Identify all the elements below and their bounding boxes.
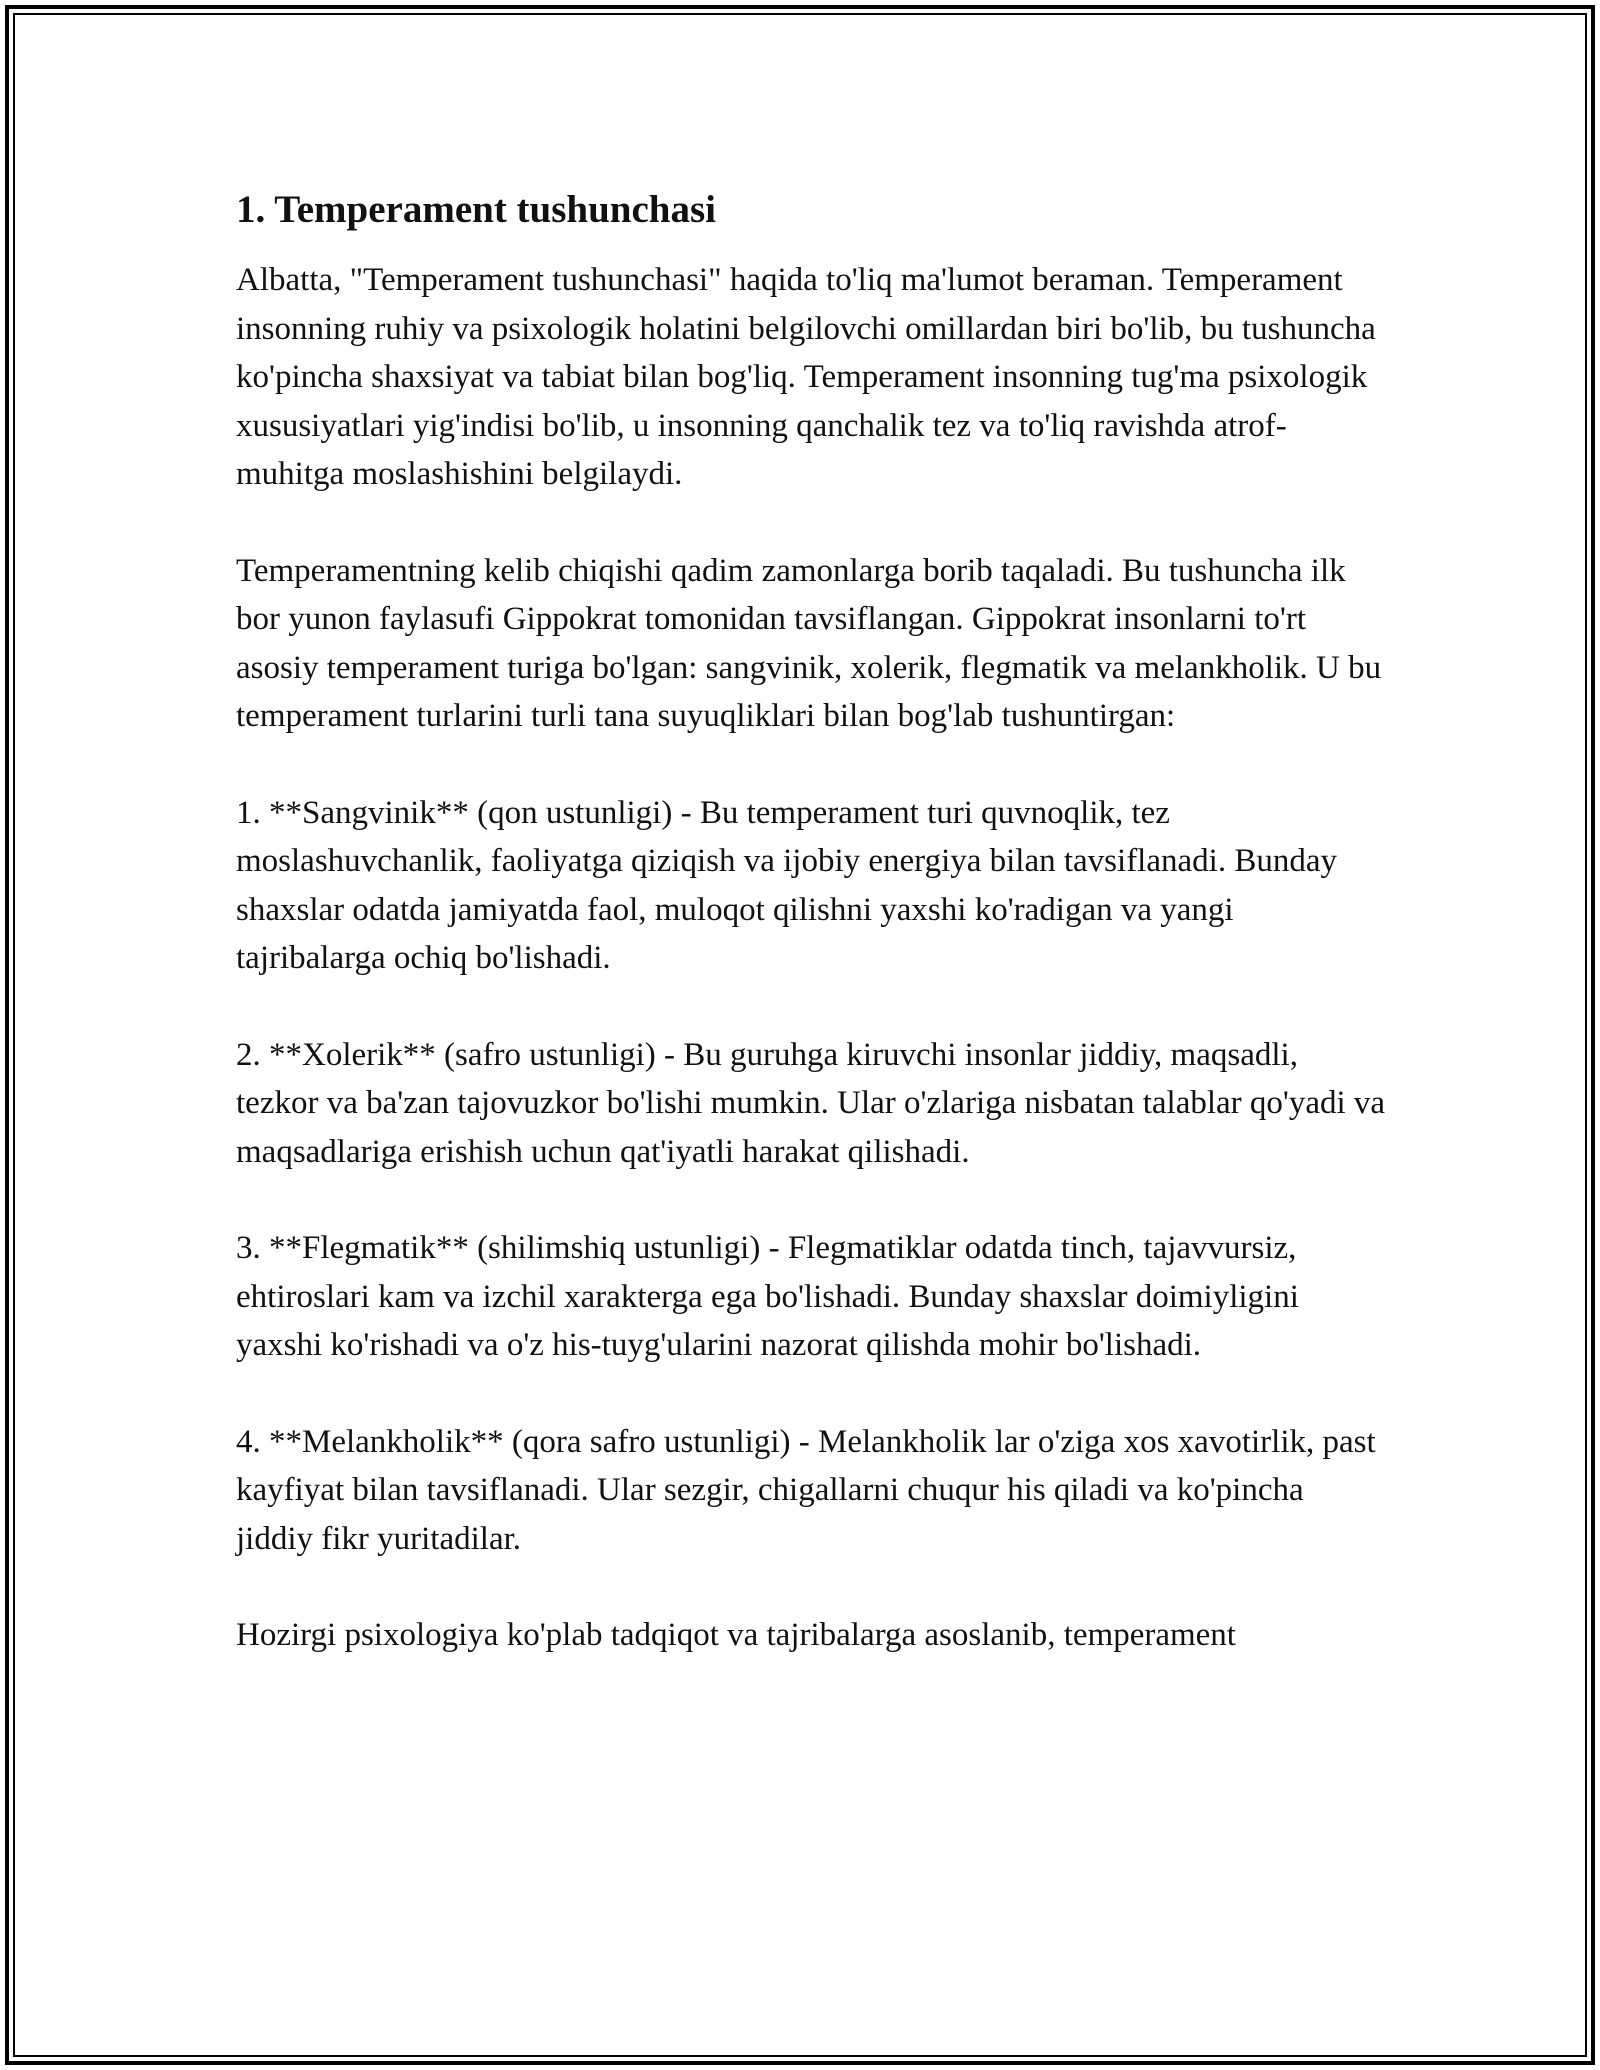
paragraph-intro: Albatta, "Temperament tushunchasi" haqida to'liq ma'lumot beraman. Temperament insonning ruhiy va psixologik holatini belgilovchi omillardan biri bo'lib, bu tushuncha ko'pincha shaxsiyat va tabiat bilan bog'liq. Temperament insonning tug'ma psixologik xususiyatlari yig'indisi bo'lib, u insonning qanchalik tez va to'liq ravishda atrof-muhitga moslashishini belgilaydi. [236, 262, 1376, 492]
paragraph-melankholik: 4. **Melankholik** (qora safro ustunligi) - Melankholik lar o'ziga xos xavotirlik, past kayfiyat bilan tavsiflanadi. Ular sezgir, chigallarni chuqur his qiladi va ko'pincha jiddiy fikr yuritadilar. [236, 1423, 1376, 1557]
paragraph-sangvinik: 1. **Sangvinik** (qon ustunligi) - Bu temperament turi quvnoqlik, tez moslashuvchanlik, faoliyatga qiziqish va ijobiy energiya bilan tavsiflanadi. Bunday shaxslar odatda jamiyatda faol, muloqot qilishni yaxshi ko'radigan va yangi tajribalarga ochiq bo'lishadi. [236, 794, 1337, 976]
paragraph-modern: Hozirgi psixologiya ko'plab tadqiqot va tajribalarga asoslanib, temperament [236, 1617, 1236, 1653]
paragraph-xolerik: 2. **Xolerik** (safro ustunligi) - Bu guruhga kiruvchi insonlar jiddiy, maqsadli, tezkor va ba'zan tajovuzkor bo'lishi mumkin. Ular o'zlariga nisbatan talablar qo'yadi va maqsadlariga erishish uchun qat'iyatli harakat qilishadi. [236, 1036, 1386, 1170]
document-body [236, 186, 1386, 1708]
document-title: 1. Temperament tushunchasi [236, 188, 716, 231]
paragraph-origin: Temperamentning kelib chiqishi qadim zamonlarga borib taqaladi. Bu tushuncha ilk bor yunon faylasufi Gippokrat tomonidan tavsiflangan. Gippokrat insonlarni to'rt asosiy temperament turiga bo'lgan: sangvinik, xolerik, flegmatik va melankholik. U bu temperament turlarini turli tana suyuqliklari bilan bog'lab tushuntirgan: [236, 552, 1382, 734]
paragraph-flegmatik: 3. **Flegmatik** (shilimshiq ustunligi) - Flegmatiklar odatda tinch, tajavvursiz, ehtiroslari kam va izchil xarakterga ega bo'lishadi. Bunday shaxslar doimiyligini yaxshi ko'rishadi va o'z his-tuyg'ularini nazorat qilishda mohir bo'lishadi. [236, 1230, 1299, 1363]
